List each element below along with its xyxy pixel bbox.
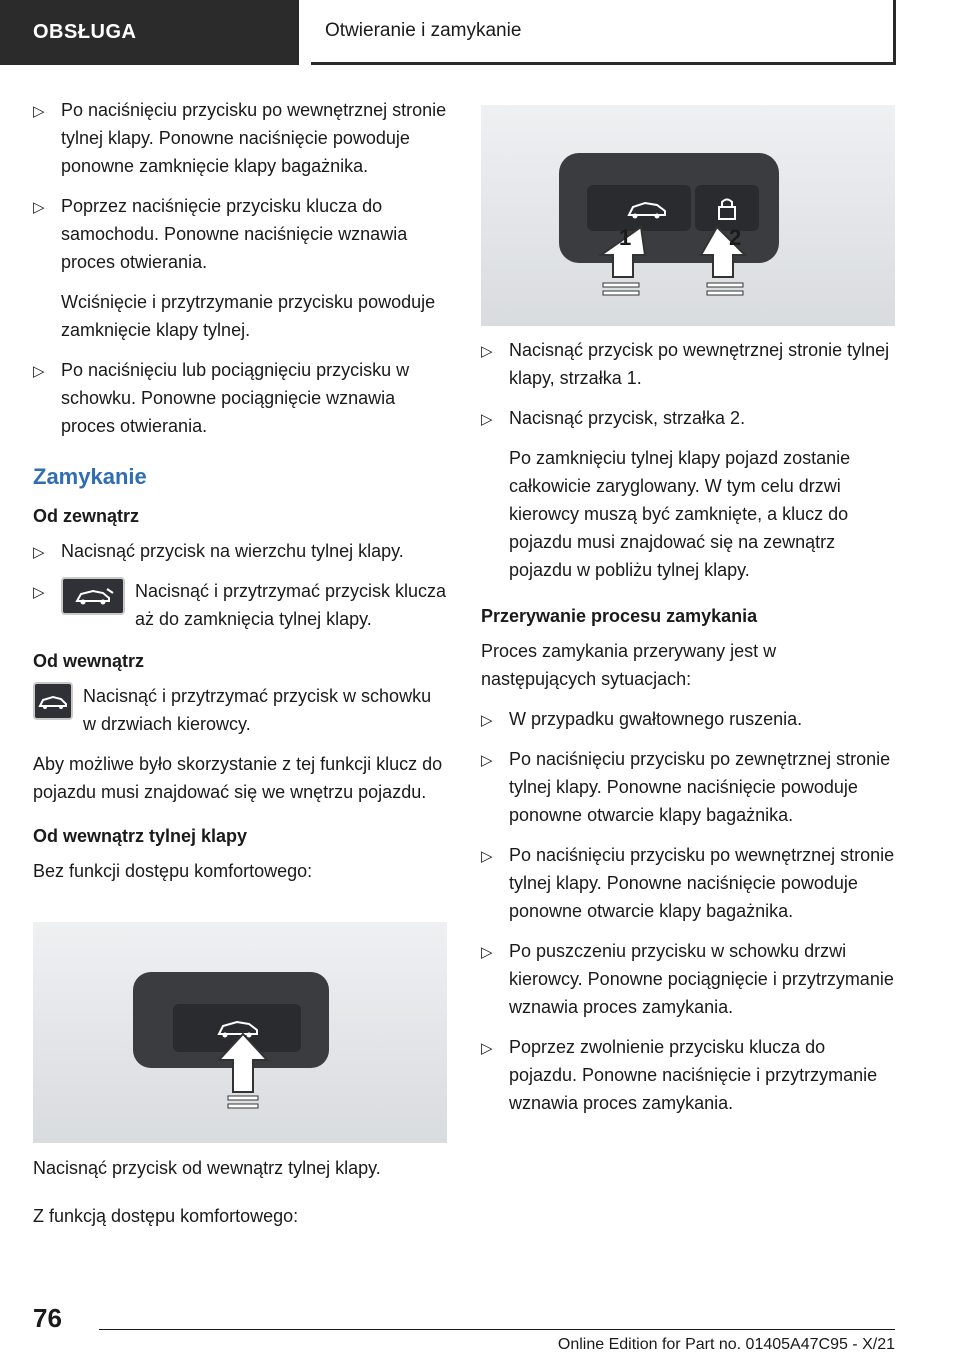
list-item: ▷ Po naciśnięciu przycisku po wewnętrznej stronie tylnej klapy. Ponowne naciśnięcie powoduje ponowne otwarcie klapy bagażnika. (481, 845, 895, 921)
list-item: ▷ Nacisnąć i przytrzymać przycisk klucza aż do zamknięcia tylnej klapy. (33, 577, 447, 633)
bullet-triangle-icon: ▷ (481, 848, 493, 865)
subheading: Od zewnątrz (33, 506, 140, 526)
list-item: ▷ Po puszczeniu przycisku w schowku drzwi kierowcy. Ponowne pociągnięcie i przytrzymanie wznawia proces zamykania. (481, 941, 894, 1017)
note-text: Aby możliwe było skorzystanie z tej funkcji klucz do pojazdu musi znajdować się we wnętrzu pojazdu. (33, 754, 443, 802)
edition-text: Online Edition for Part no. 01405A47C95 - X/21 (557, 1336, 895, 1353)
paragraph: Z funkcją dostępu komfortowego: (33, 1206, 299, 1226)
page-number: 76 (33, 1303, 62, 1333)
footer-divider (99, 1329, 895, 1330)
list-item: ▷ Poprzez naciśnięcie przycisku klucza do samochodu. Ponowne naciśnięcie wznawia proces otwierania. (33, 196, 408, 272)
chapter-title: Otwieranie i zamykanie (325, 20, 522, 41)
bullet-triangle-icon: ▷ (481, 752, 493, 769)
bullet-triangle-icon: ▷ (33, 199, 45, 216)
bullet-triangle-icon: ▷ (481, 944, 493, 961)
bullet-triangle-icon: ▷ (481, 712, 493, 729)
bullet-triangle-icon: ▷ (481, 343, 493, 360)
list-item: ▷ Poprzez zwolnienie przycisku klucza do pojazdu. Ponowne naciśnięcie i przytrzymanie wznawia proces zamykania. (481, 1037, 878, 1113)
chapter-tab (311, 0, 896, 65)
car-tailgate-icon (61, 577, 125, 615)
section-heading: Zamykanie (33, 464, 147, 489)
bullet-triangle-icon: ▷ (33, 584, 45, 601)
arrow-label-2: 2 (729, 225, 742, 250)
bullet-triangle-icon: ▷ (33, 103, 45, 120)
list-item: ▷ Po naciśnięciu lub pociągnięciu przycisku w schowku. Ponowne pociągnięcie wznawia proces otwierania. (33, 360, 410, 436)
list-item: ▷ Nacisnąć przycisk na wierzchu tylnej klapy. (33, 537, 447, 565)
paragraph: Proces zamykania przerywany jest w następujących sytuacjach: (481, 641, 777, 689)
bullet-triangle-icon: ▷ (481, 411, 493, 428)
note-text: Po zamknięciu tylnej klapy pojazd zostanie całkowicie zaryglowany. W tym celu drzwi kierowcy muszą być zamknięte, a klucz do pojazdu musi znajdować się na zewnątrz pojazdu w pobliżu tylnej klapy. (509, 448, 851, 580)
bullet-triangle-icon: ▷ (481, 1040, 493, 1057)
list-item: ▷ Nacisnąć przycisk, strzałka 2. (481, 404, 896, 432)
list-item: ▷ Nacisnąć przycisk po wewnętrznej stronie tylnej klapy, strzałka 1. (481, 340, 890, 388)
car-tailgate-icon (33, 682, 73, 720)
list-item: ▷ Po naciśnięciu przycisku po wewnętrznej stronie tylnej klapy. Ponowne naciśnięcie powoduje ponowne zamknięcie klapy bagażnika. (33, 100, 447, 176)
tailgate-buttons-image (481, 105, 895, 326)
list-item: ▷ W przypadku gwałtownego ruszenia. (481, 705, 896, 733)
image-caption: Nacisnąć przycisk od wewnątrz tylnej klapy. (33, 1158, 381, 1178)
subheading: Od wewnątrz tylnej klapy (33, 826, 248, 846)
left-column: ▷ Po naciśnięciu przycisku po wewnętrznej stronie tylnej klapy. Ponowne naciśnięcie powoduje ponowne zamknięcie klapy bagażnika. ▷ Poprzez naciśnięcie przycisku klucza do samochodu. Ponowne naciśnięcie wznawia proces otwierania. Wciśnięcie i przytrzymanie przycisku powoduje zamknięcie klapy tylnej. ▷ Po naciśnięciu lub pociągnięciu przycisku w schowku. Ponowne pociągnięcie wznawia proces otwierania. Zamykanie Od zewnątrz ▷ Nacisnąć przycisk na wierzchu tylnej klapy. ▷ Nacisnąć i przytrzymać przycisk klucza aż do zamknięcia tylnej klapy. Od wewnątrz Nacisnąć i przytrzymać przycisk w schowku w drzwiach kierowcy. Aby możliwe było skorzystanie z tej funkcji klucz do pojazdu musi znajdować się we wnętrzu pojazdu. Od wewnątrz tylnej klapy Bez funkcji dostępu komfortowego: (33, 96, 447, 897)
subheading: Od wewnątrz (33, 651, 145, 671)
tailgate-button-image (33, 922, 447, 1143)
bullet-triangle-icon: ▷ (33, 363, 45, 380)
subheading: Przerywanie procesu zamykania (481, 606, 758, 626)
section-title: OBSŁUGA (33, 21, 137, 43)
paragraph: Bez funkcji dostępu komfortowego: (33, 861, 313, 881)
arrow-label-1: 1 (619, 225, 632, 250)
bullet-triangle-icon: ▷ (33, 544, 45, 561)
right-column (481, 336, 896, 1129)
note-text: Wciśnięcie i przytrzymanie przycisku powoduje zamknięcie klapy tylnej. (61, 292, 436, 340)
list-item: ▷ Po naciśnięciu przycisku po zewnętrznej stronie tylnej klapy. Ponowne naciśnięcie powoduje ponowne otwarcie klapy bagażnika. (481, 749, 891, 825)
section-tab (0, 0, 299, 65)
